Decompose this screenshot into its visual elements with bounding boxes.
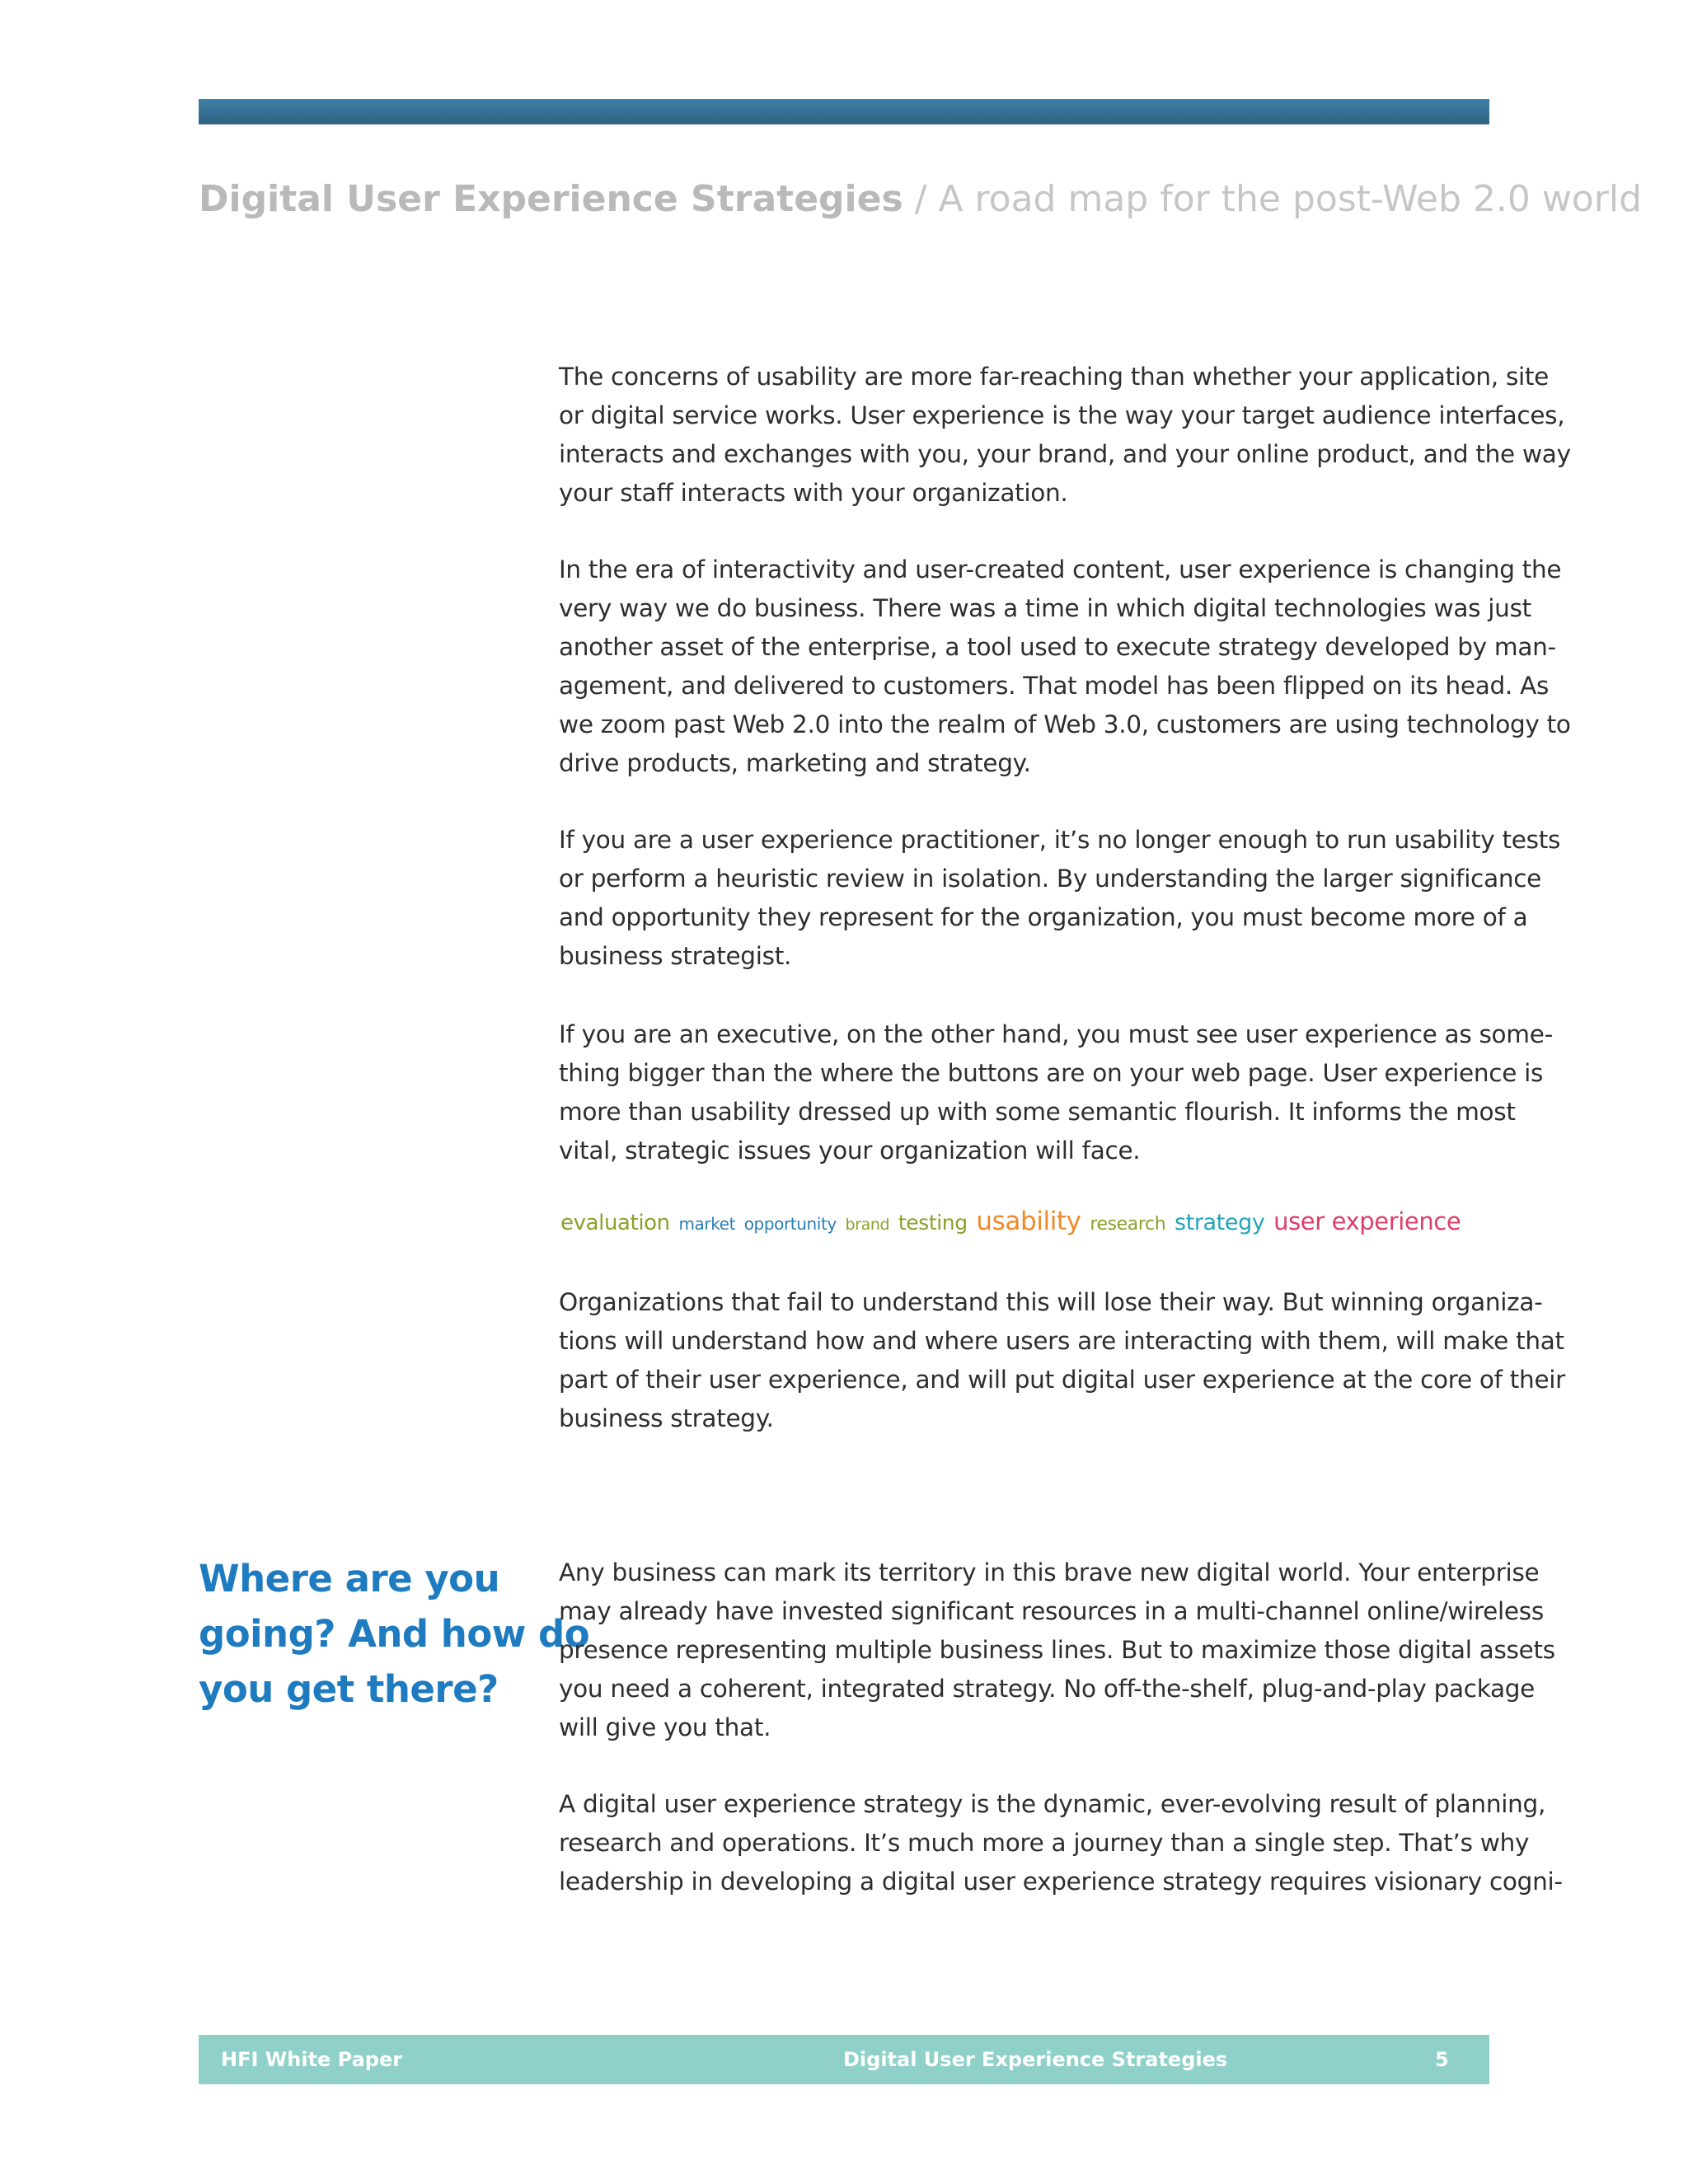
text-line: research and operations. It’s much more a journey than a single step. That’s why (559, 1829, 1530, 1857)
text-line: may already have invested significant resources in a multi-channel online/wireless (559, 1597, 1544, 1625)
text-line: If you are an executive, on the other hand, you must see user experience as some- (559, 1020, 1553, 1048)
footer-publication: HFI White Paper (221, 2048, 403, 2071)
document-subtitle: A road map for the post-Web 2.0 world (938, 178, 1643, 220)
paragraph-strategy-definition (559, 1785, 1563, 1901)
text-line: agement, and delivered to customers. That model has been flipped on its head. As (559, 672, 1550, 700)
text-line: another asset of the enterprise, a tool used to execute strategy developed by man- (559, 633, 1556, 661)
word-cloud-market: market (678, 1214, 736, 1234)
paragraph-usability-concerns (559, 358, 1571, 513)
paragraph-practitioner (559, 821, 1561, 976)
footer-title: Digital User Experience Strategies (843, 2048, 1228, 2071)
heading-line: Where are you (199, 1557, 500, 1601)
word-cloud-testing: testing (898, 1211, 968, 1235)
text-line: tions will understand how and where users are interacting with them, will make that (559, 1327, 1564, 1355)
text-line: interacts and exchanges with you, your brand, and your online product, and the way (559, 440, 1571, 468)
page-footer (199, 2035, 1489, 2084)
word-cloud-evaluation: evaluation (560, 1211, 670, 1235)
text-line: A digital user experience strategy is the dynamic, ever-evolving result of planning, (559, 1790, 1546, 1818)
text-line: will give you that. (559, 1713, 771, 1741)
text-line: more than usability dressed up with some semantic flourish. It informs the most (559, 1098, 1516, 1126)
paragraph-era-of-interactivity (559, 551, 1571, 783)
text-line: Any business can mark its territory in this brave new digital world. Your enterprise (559, 1558, 1540, 1586)
text-line: you need a coherent, integrated strategy. No off-the-shelf, plug-and-play package (559, 1675, 1536, 1703)
text-line: or perform a heuristic review in isolation. By understanding the larger significance (559, 865, 1542, 893)
text-line: Organizations that fail to understand this will lose their way. But winning organiza- (559, 1288, 1543, 1316)
text-line: In the era of interactivity and user-created content, user experience is changing the (559, 555, 1562, 583)
word-cloud-usability: usability (976, 1207, 1081, 1236)
text-line: presence representing multiple business lines. But to maximize those digital assets (559, 1636, 1555, 1664)
text-line: drive products, marketing and strategy. (559, 749, 1031, 777)
heading-line: you get there? (199, 1667, 499, 1711)
text-line: or digital service works. User experience is the way your target audience interfaces, (559, 401, 1565, 429)
text-line: and opportunity they represent for the organization, you must become more of a (559, 903, 1528, 931)
page-number: 5 (1435, 2048, 1449, 2071)
word-cloud (560, 1207, 1492, 1248)
word-cloud-user-experience: user experience (1273, 1207, 1461, 1235)
document-header (199, 175, 1643, 224)
word-cloud-strategy: strategy (1174, 1210, 1265, 1235)
title-separator: / (903, 178, 939, 220)
text-line: vital, strategic issues your organization will face. (559, 1137, 1141, 1165)
text-line: The concerns of usability are more far-reaching than whether your application, site (559, 363, 1550, 391)
paragraph-executive (559, 1015, 1553, 1170)
paragraph-organizations (559, 1283, 1566, 1438)
word-cloud-opportunity: opportunity (743, 1214, 837, 1234)
heading-line: going? And how do (199, 1612, 590, 1656)
word-cloud-research: research (1090, 1214, 1166, 1235)
text-line: part of their user experience, and will put digital user experience at the core of their (559, 1366, 1566, 1394)
text-line: your staff interacts with your organization. (559, 479, 1068, 507)
text-line: thing bigger than the where the buttons are on your web page. User experience is (559, 1059, 1544, 1087)
text-line: If you are a user experience practitioner, it’s no longer enough to run usability tests (559, 826, 1561, 854)
text-line: leadership in developing a digital user experience strategy requires visionary cogni- (559, 1868, 1563, 1896)
document-title: Digital User Experience Strategies (199, 178, 903, 220)
text-line: very way we do business. There was a time in which digital technologies was just (559, 594, 1531, 622)
text-line: business strategist. (559, 942, 792, 970)
text-line: business strategy. (559, 1404, 774, 1432)
paragraph-any-business (559, 1554, 1555, 1747)
word-cloud-brand: brand (845, 1216, 890, 1234)
text-line: we zoom past Web 2.0 into the realm of Web 3.0, customers are using technology to (559, 710, 1571, 738)
header-rule (199, 99, 1489, 124)
section-heading (199, 1551, 590, 1717)
